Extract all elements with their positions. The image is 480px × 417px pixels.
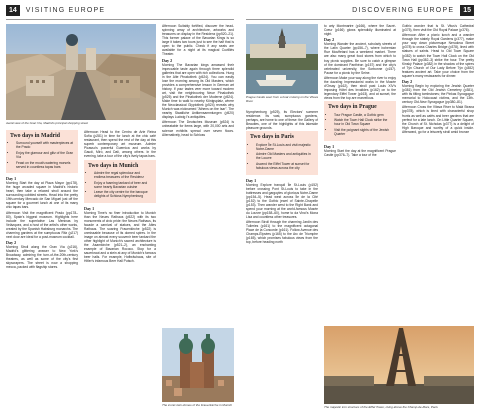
prague-day2-morning: Morning Begin by exploring the Jewish Quarter (p381) from the Old Jewish Cemetery (p381), with its tilting tombstones; the Pinkas Synagogue memorial to Holocaust victims, and the 13th-century Old-New Synagogue (pp380–81).	[402, 83, 474, 105]
munich-highlight-item: • Enjoy a foaming tankard of beer and some hearty Bavarian cuisine	[94, 181, 152, 189]
madrid-day1-morning: Morning Start the day at Plaza Mayor (pp178), the huge arcaded square in Madrid's historic heart, then take a relaxed stroll around the surrounding cobbled streets. Head into the pretty 19th-century Mercado de San Miguel just off the square for a gourmet lunch at one of its many chic tapas bars.	[6, 181, 78, 210]
munich-day2-afternoon: Afternoon The Deutsches Museum (p524) is unbeatable for items large, with 20,000 arts and science exhibits spread over seven floors. Alternatively, head to Schloss	[162, 120, 234, 137]
paris-day2-morning: Morning Wander the ancient, scholarly streets of the Latin Quarter (pp156–7), where bohemian Rue Mouffetard has a weekend market. There are also many great food stores from which to buy picnic supplies. Be sure to catch a glimpse of the dominant Panthéon (p157) and the city's celebrated university, the Sorbonne (p157). Pause for a picnic by the Seine.	[324, 42, 396, 75]
paris-day1-morning: Morning Explore tranquil Île St-Louis (p152) before crossing Pont St-Louis to take in the buttresses and gargoyles of glorious Notre-Dame (pp154–5). Head west across Île de la Cité (p152) to the Gothic jewel of Sainte-Chapelle (p153). Then wander west to the Right Bank and spend your morning at the world-famous Musée du Louvre (pp158–60), home to da Vinci's Mona Lisa and countless other treasures.	[246, 182, 318, 219]
munich-highlight-item: • Leave the city centre for the baroque delights of Schloss Nymphenburg	[94, 190, 152, 198]
eiffel-tower-photo	[324, 326, 474, 404]
munich-frauenkirche-photo	[162, 328, 234, 402]
prague-highlights-box	[324, 101, 396, 140]
paris-box-title: Two days in Paris	[250, 134, 294, 141]
right-header-rule	[246, 19, 474, 20]
munich-day1-afternoon: Afternoon Suitably fortified, discover the head-spinning array of architecture, artworks and treasures on display in the Residenz (pp520–21). This former palace of the Bavarian Kings is so large it takes two tours just to see the half that is open to the public. Check if any seats are available for a night at its magical Cuvilliés Theater.	[162, 24, 234, 57]
prague-day1-morning: Morning Start the day at the magnificent Prague Castle (pp376–7). Take a tour of the	[324, 148, 396, 157]
right-running-title: DISCOVERING EUROPE	[352, 6, 455, 14]
madrid-day2-heading: Day 2	[6, 240, 17, 246]
paris-day1-afternoon-continued: to arty Montmartre (p166), where the Sacré-Cœur (p166) glows splendidly illuminated at night.	[324, 24, 396, 37]
munich-photo-caption: The iconic twin domes of the Frauenkirche in Munich	[162, 403, 233, 407]
prague-day1-heading: Day 1	[324, 143, 335, 149]
madrid-highlight-item: • Feast on the mouth-watering morsels served in countless tapas bars	[16, 161, 74, 169]
column-paris	[246, 110, 318, 414]
prague-highlight-item: • Visit the poignant sights of the Jewish Quarter	[334, 128, 392, 136]
madrid-day2-afternoon: Afternoon Head to the Centro de Arte Reina Sofía (p281) in time for lunch at the chic café restaurant, then spend the rest of the day at this superb contemporary art museum. Admire Picasso's powerful Guernica and works by Gaudí, Miró, and Dalí, among others. In the evening, take a tour of the city's lively tapas bars.	[84, 130, 156, 159]
paris-day1-heading: Day 1	[246, 177, 257, 183]
madrid-day1-afternoon: Afternoon Visit the magnificent Prado (pp178–80), Spain's biggest museum. Highlights here include the superlative Las Meninas by Velázquez, and a host of the artist's other works, created by the Spanish Habsburg monarchs. The charming gardens at the sumptuous Ritz (p217) next door are ideal for a post-museum cocktail.	[6, 210, 78, 239]
paris-day2-afternoon: Afternoon Make your way along the river to enjoy the dazzling Impressionist works in the Musée d'Orsay (p162), then stroll past Louis XIV's imposing Hôtel des Invalides (p162) on to the legendary Eiffel Tower (p163), and at sunset, the views from the top are marvellous.	[324, 75, 396, 101]
munich-day1-heading: Day 1	[84, 205, 95, 211]
madrid-box-title: Two days in Madrid	[10, 133, 60, 139]
column-munich	[84, 130, 156, 414]
prague-photo-caption: Prague Castle seen from a boat cruising on the Vltava River	[246, 95, 318, 103]
eiffel-photo-caption: The majestic iron structure of the Eiffel Tower, rising above the Champ-de-Mars, Paris	[324, 405, 438, 409]
prague-day2-heading: Day 2	[402, 78, 413, 84]
prague-day1-afternoon: Afternoon After a picnic lunch and a wander through the stately Royal Gardens (p377), make your way down picturesque Nerudova Street (p378) to cross Charles Bridge (p378), lined with statues of saints. Head to Old Town Square (p382) to watch the Town Hall Clock on the Old Town Hall (pp382–3) strike the hour. The pretty Kinský Palace (p382) in the shadow of the spires of Týn Church of Our Lady Before Týn (p382) features ancient art. Take your choice from the square's many restaurants for dinner.	[402, 33, 474, 78]
munich-day1-morning: Morning Time's no finer introduction to Munich than the Neues Rathaus (p522) with its two monuments of civic pride: the Neues Rathaus, its facade a carnival of statues, and the Altes Rathaus. The soaring Frauenkirche (p522) is unmissable because of its domed spires. In the image on almost every souvenir beer tankard the other highlight of Munich's sacred architecture is the Asamkirche (p521–2), an enchanting example of Bavarian Rococo. Stop for a sauerkraut and a stein at any of Munich's famous beer halls. For example, Hofbräuhaus, site of Hitler's infamous Beer Hall Putsch.	[84, 210, 156, 264]
left-running-title: VISITING EUROPE	[25, 6, 106, 14]
left-page-number: 14	[6, 5, 20, 16]
madrid-gran-via-photo	[6, 24, 156, 120]
munich-day2-morning: Morning The Bavarian kings amassed their impeccable taste again through three splendid galleries that are open with rich collections. Hung in the Alte Pinakothek (p524). You can easily lose the morning among its Old Masters, which provides a comprehensive lesson in German art history. If your tastes veer more toward modern art, visit the neighbouring Neue Pinakothek (p525) and the Pinakothek der Moderne (p524). Make time to walk to nearby Königsplatz, where the Neoclassical Glyptothek (p524) reveals why Munich was nicknamed "Athens on the Isar". The nearby Staatliche Antikensammlungen (p520) displays Ludwig I's antiquities.	[162, 62, 234, 120]
paris-day2-heading: Day 2	[324, 37, 335, 43]
paris-highlight-item: • Explore Île St-Louis and visit majestic Notre-Dame	[256, 143, 314, 151]
munich-day2-afternoon-continued: Nymphenburg (p525), its Electors' summer residence. Its vast, sumptuous gardens, perhaps, are home to one of these: the Gallery of Beauties, one of the highlights of this lakeside pleasure grounds.	[246, 110, 318, 131]
madrid-highlight-item: • Surround yourself with masterpieces at the Prado	[16, 141, 74, 149]
madrid-day2-morning: Morning Stroll along the Gran Vía (p216), Madrid's glittering answer to New York's Broadway, admiring the turn-of-the-20th-century theatres, as well as some of the city's first skyscrapers. The street is now a shopping mecca, packed with flagship stores.	[6, 245, 78, 270]
column-munich-continued	[162, 24, 234, 324]
munich-box-title: Two days in Munich	[88, 162, 139, 169]
prague-highlight-item: • Watch the Town Hall Clock strike the hour in Old Town Square	[334, 118, 392, 126]
right-page-header	[352, 0, 474, 20]
prague-day1-morning-continued: Gothic wonder that is St. Vitus's Cathedral (p375), then visit the Old Royal Palace (p376).	[402, 24, 474, 33]
prague-day2-afternoon: Afternoon Cross the Vltava River to Malá Strana (pp378), which is lined with characterful shop fronts as well as cafés and beer gardens that are perfect for a late lunch. On Little Quarter Square, the Church of St. Nicholas (p377) is a delight of High Baroque and worthy of a quick inside. Afterward, go for a leisurely stroll amid bronze	[402, 105, 474, 134]
prague-box-title: Two days in Prague	[328, 104, 377, 111]
column-prague-continued	[402, 24, 474, 324]
paris-highlight-item: • Ascend the Eiffel Tower at sunset for fabulous views across the city	[256, 162, 314, 170]
right-page-number: 15	[460, 5, 474, 16]
paris-day1-afternoon: Afternoon Stroll through the charming Jardin des Tuileries (p161) to the magnificent octagonal Place de la Concorde (p161). Follow Avenue des Champs-Élysées (p165) to the Arc de Triomphe (p165), which promises fabulous views from the top, before heading north	[246, 220, 318, 245]
prague-highlight-item: • Tour Prague Castle, a Gothic gem	[334, 113, 392, 117]
paris-highlights-box	[246, 131, 318, 174]
prague-castle-photo	[246, 24, 318, 94]
munich-highlight-item: • Admire the regal splendour and endless treasures of the Residenz	[94, 171, 152, 179]
column-madrid	[6, 130, 78, 414]
left-header-rule	[6, 19, 234, 20]
madrid-day1-heading: Day 1	[6, 176, 17, 182]
munich-day2-heading: Day 2	[162, 57, 173, 63]
paris-highlight-item: • Admire Old Masters and antiquities in the Louvre	[256, 152, 314, 160]
left-page-header	[6, 0, 105, 20]
munich-highlights-box	[84, 160, 156, 203]
madrid-highlights-box	[6, 130, 78, 173]
madrid-highlight-item: • Enjoy the glamour and glitz of the Gran Vía	[16, 151, 74, 159]
madrid-photo-caption: Aerial view of the Gran Vía, Madrid's principal shopping street	[6, 121, 88, 125]
